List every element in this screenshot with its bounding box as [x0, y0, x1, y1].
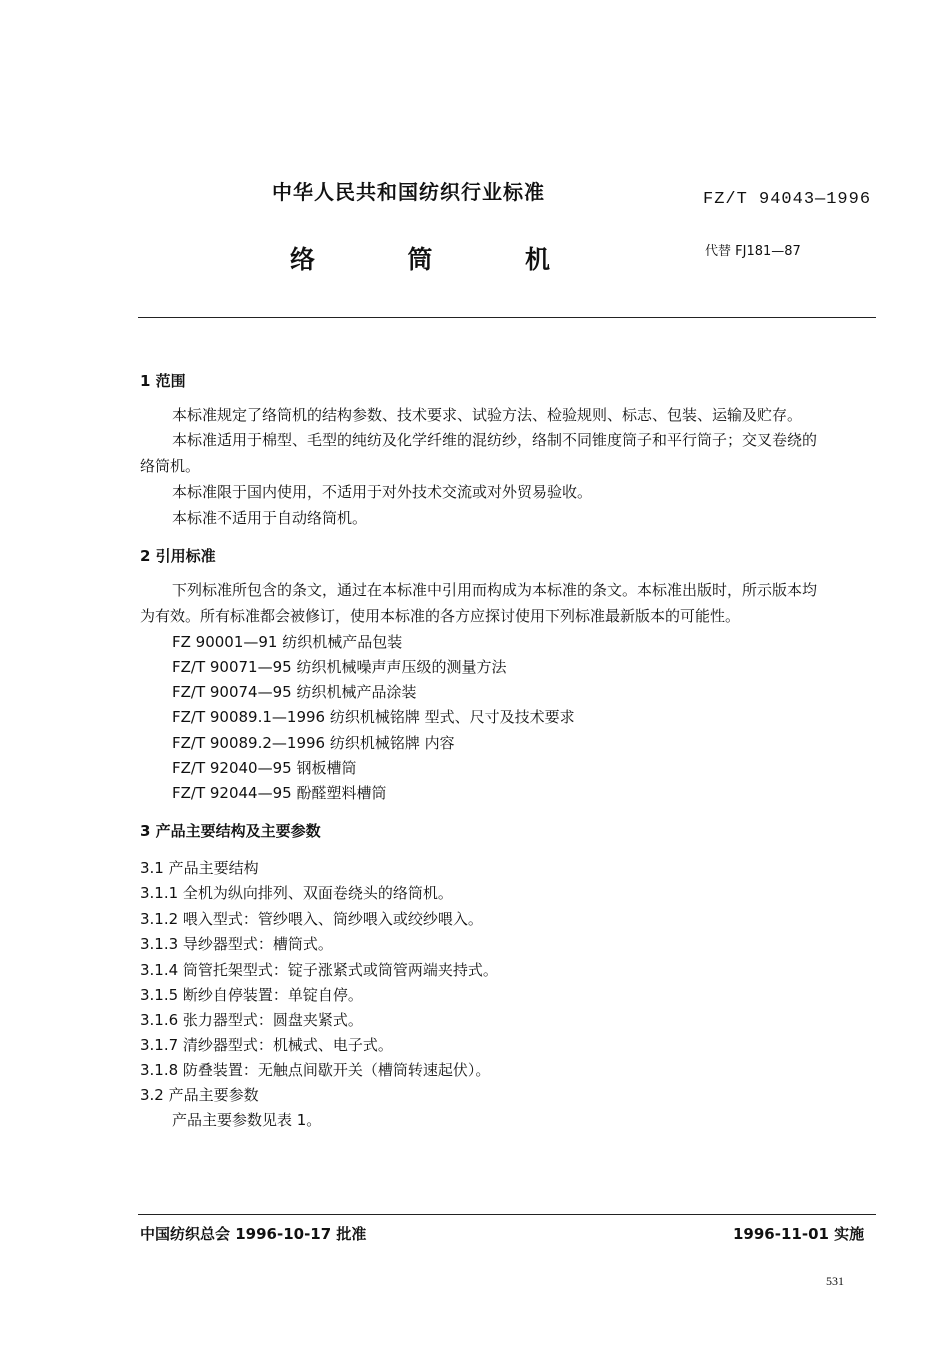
reference-item: FZ/T 90074—95 纺织机械产品涂装: [172, 683, 417, 701]
document-title: [290, 240, 550, 276]
subsection-title: 3.1 产品主要结构: [140, 859, 259, 877]
reference-item: FZ 90001—91 纺织机械产品包装: [172, 633, 403, 651]
section-1-para: 本标准规定了络筒机的结构参数、技术要求、试验方法、检验规则、标志、包装、运输及贮存。: [172, 406, 803, 424]
clause-item: 3.1.3 导纱器型式：槽筒式。: [140, 935, 333, 953]
clause-item: 3.1.4 筒管托架型式：锭子涨紧式或筒管两端夹持式。: [140, 961, 498, 979]
section-3-para: 产品主要参数见表 1。: [172, 1111, 322, 1129]
section-1-para: 本标准不适用于自动络筒机。: [172, 509, 368, 527]
title-char: 络: [290, 245, 316, 274]
footer-divider: [138, 1214, 876, 1215]
standard-number: FZ/T 94043—1996: [703, 190, 872, 209]
replaces-note: 代替 FJ181—87: [705, 244, 801, 259]
section-3-title: 3 产品主要结构及主要参数: [140, 822, 321, 840]
reference-item: FZ/T 90089.2—1996 纺织机械铭牌 内容: [172, 734, 455, 752]
header-divider: [138, 317, 876, 318]
title-char: 机: [524, 245, 550, 274]
implementation-date: 1996-11-01 实施: [733, 1225, 865, 1243]
reference-item: FZ/T 90071—95 纺织机械噪声声压级的测量方法: [172, 658, 507, 676]
clause-item: 3.1.8 防叠装置：无触点间歇开关（槽筒转速起伏）。: [140, 1061, 491, 1079]
title-char: 筒: [407, 245, 433, 274]
section-1-para: 络筒机。: [140, 457, 201, 475]
clause-item: 3.1.2 喂入型式：管纱喂入、筒纱喂入或绞纱喂入。: [140, 910, 483, 928]
clause-item: 3.1.5 断纱自停装置：单锭自停。: [140, 986, 363, 1004]
section-2-title: 2 引用标准: [140, 547, 216, 565]
approval-date: 中国纺织总会 1996-10-17 批准: [140, 1225, 367, 1243]
reference-item: FZ/T 90089.1—1996 纺织机械铭牌 型式、尺寸及技术要求: [172, 708, 575, 726]
section-1-title: 1 范围: [140, 372, 186, 390]
clause-item: 3.1.1 全机为纵向排列、双面卷绕头的络筒机。: [140, 884, 453, 902]
reference-item: FZ/T 92040—95 钢板槽筒: [172, 759, 357, 777]
page-number: 531: [826, 1274, 844, 1288]
section-2-para: 为有效。所有标准都会被修订，使用本标准的各方应探讨使用下列标准最新版本的可能性。: [140, 607, 741, 625]
section-1-para: 本标准限于国内使用，不适用于对外技术交流或对外贸易验收。: [172, 483, 593, 501]
reference-item: FZ/T 92044—95 酚醛塑料槽筒: [172, 784, 387, 802]
subsection-title: 3.2 产品主要参数: [140, 1086, 259, 1104]
issuing-body: 中华人民共和国纺织行业标准: [272, 180, 545, 204]
section-2-para: 下列标准所包含的条文，通过在本标准中引用而构成为本标准的条文。本标准出版时，所示版本均: [172, 581, 818, 599]
clause-item: 3.1.6 张力器型式：圆盘夹紧式。: [140, 1011, 363, 1029]
section-1-para: 本标准适用于棉型、毛型的纯纺及化学纤维的混纺纱，络制不同锥度筒子和平行筒子；交叉卷绕的: [172, 431, 818, 449]
clause-item: 3.1.7 清纱器型式：机械式、电子式。: [140, 1036, 393, 1054]
